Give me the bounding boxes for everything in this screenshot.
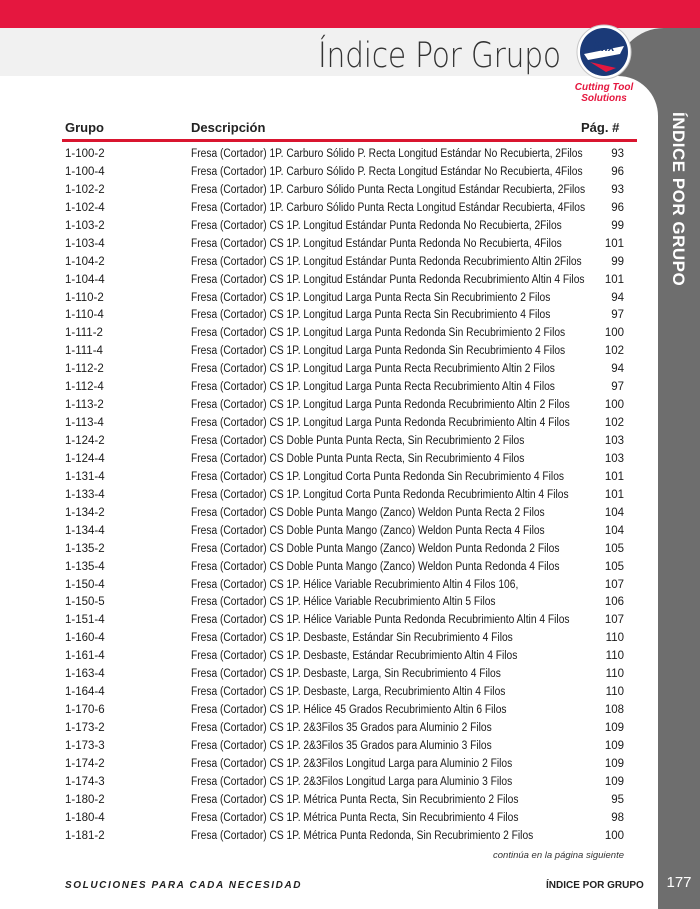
row-pagina: 110 (605, 686, 624, 699)
table-row (0, 307, 700, 325)
row-pagina: 110 (605, 632, 624, 645)
row-pagina: 109 (604, 757, 624, 770)
logo-text: fmx (593, 40, 615, 54)
row-grupo: 1-135-2 (65, 542, 105, 555)
row-descripcion: Fresa (Cortador) CS 1P. Longitud Larga Punta Recta Sin Recubrimiento 4 Filos (191, 309, 551, 322)
table-row (0, 290, 700, 308)
row-pagina: 100 (604, 399, 624, 412)
index-table (0, 146, 700, 846)
table-row (0, 325, 700, 343)
row-pagina: 110 (605, 650, 624, 663)
row-pagina: 106 (604, 596, 624, 609)
row-descripcion: Fresa (Cortador) CS Doble Punta Punta Recta, Sin Recubrimiento 2 Filos (191, 435, 525, 447)
row-descripcion: Fresa (Cortador) CS 1P. Hélice 45 Grados Recubrimiento Altin 6 Filos (191, 704, 507, 717)
row-descripcion: Fresa (Cortador) CS 1P. Longitud Corta Punta Redonda Sin Recubrimiento 4 Filos (191, 470, 565, 483)
side-label-text: ÍNDICE POR GRUPO (669, 112, 688, 287)
row-pagina: 102 (604, 345, 624, 358)
table-row (0, 559, 700, 577)
row-pagina: 107 (604, 614, 624, 627)
row-pagina: 96 (611, 201, 624, 214)
table-row (0, 684, 700, 702)
row-grupo: 1-104-2 (65, 255, 105, 268)
row-grupo: 1-102-4 (65, 201, 105, 214)
row-grupo: 1-112-2 (65, 363, 104, 376)
row-descripcion: Fresa (Cortador) CS 1P. Longitud Estándar Punta Redonda No Recubierta, 4Filos (191, 237, 562, 250)
footer-slogan: SOLUCIONES PARA CADA NECESIDAD (65, 880, 303, 891)
table-row (0, 415, 700, 433)
row-grupo: 1-150-4 (65, 578, 105, 591)
table-row (0, 272, 700, 290)
row-pagina: 103 (604, 435, 624, 447)
row-descripcion: Fresa (Cortador) CS 1P. Longitud Larga Punta Recta Recubrimiento Altin 2 Filos (191, 363, 555, 376)
row-pagina: 93 (611, 148, 624, 160)
table-row (0, 146, 700, 164)
row-grupo: 1-104-4 (65, 273, 105, 286)
row-pagina: 99 (611, 255, 624, 268)
table-row (0, 236, 700, 254)
row-descripcion: Fresa (Cortador) CS Doble Punta Punta Recta, Sin Recubrimiento 4 Filos (191, 452, 525, 465)
row-grupo: 1-111-2 (65, 327, 103, 340)
table-row (0, 164, 700, 182)
row-pagina: 102 (604, 417, 624, 430)
row-grupo: 1-160-4 (65, 632, 105, 645)
row-grupo: 1-111-4 (65, 345, 103, 358)
fmx-logo (576, 24, 632, 80)
row-pagina: 109 (604, 775, 624, 788)
row-grupo: 1-110-2 (65, 291, 104, 304)
table-row (0, 630, 700, 648)
table-row (0, 469, 700, 487)
tagline-line-1: Cutting Tool (574, 82, 634, 93)
row-pagina: 109 (604, 722, 624, 734)
row-pagina: 101 (604, 273, 624, 286)
row-descripcion: Fresa (Cortador) 1P. Carburo Sólido Punta Recta Longitud Estándar Recubierta, 4Filos (191, 201, 586, 214)
row-descripcion: Fresa (Cortador) CS 1P. Longitud Larga Punta Redonda Sin Recubrimiento 4 Filos (191, 345, 566, 358)
row-pagina: 108 (604, 704, 624, 717)
row-grupo: 1-110-4 (65, 309, 104, 322)
row-grupo: 1-180-4 (65, 811, 105, 824)
row-descripcion: Fresa (Cortador) CS 1P. Hélice Variable Recubrimiento Altin 4 Filos 106, (191, 578, 519, 591)
row-pagina: 110 (605, 668, 624, 681)
row-grupo: 1-113-2 (65, 399, 104, 412)
row-grupo: 1-173-3 (65, 739, 105, 752)
row-pagina: 99 (611, 219, 624, 232)
row-pagina: 95 (611, 793, 624, 806)
table-row (0, 720, 700, 738)
row-pagina: 98 (611, 811, 624, 824)
table-row (0, 774, 700, 792)
row-descripcion: Fresa (Cortador) CS 1P. Longitud Estándar Punta Redonda Recubrimiento Altin 2Filos (191, 255, 582, 268)
row-grupo: 1-180-2 (65, 793, 105, 806)
row-grupo: 1-131-4 (65, 470, 105, 483)
row-grupo: 1-150-5 (65, 596, 105, 609)
row-descripcion: Fresa (Cortador) CS 1P. Hélice Variable Recubrimiento Altin 5 Filos (191, 596, 496, 609)
row-grupo: 1-174-2 (65, 757, 105, 770)
row-pagina: 94 (611, 291, 624, 304)
row-grupo: 1-181-2 (65, 829, 105, 842)
row-descripcion: Fresa (Cortador) CS 1P. Longitud Larga Punta Redonda Recubrimiento Altin 2 Filos (191, 399, 570, 412)
row-descripcion: Fresa (Cortador) CS 1P. Desbaste, Estándar Sin Recubrimiento 4 Filos (191, 632, 513, 645)
table-row (0, 541, 700, 559)
table-row (0, 182, 700, 200)
row-descripcion: Fresa (Cortador) CS 1P. 2&3Filos Longitud Larga para Aluminio 3 Filos (191, 775, 513, 788)
row-grupo: 1-113-4 (65, 417, 104, 430)
row-grupo: 1-135-4 (65, 560, 105, 573)
table-row (0, 343, 700, 361)
row-descripcion: Fresa (Cortador) CS Doble Punta Mango (Zanco) Weldon Punta Redonda 4 Filos (191, 560, 560, 573)
table-row (0, 487, 700, 505)
table-row (0, 577, 700, 595)
row-descripcion: Fresa (Cortador) CS 1P. Métrica Punta Redonda, Sin Recubrimiento 2 Filos (191, 829, 534, 842)
row-pagina: 107 (604, 578, 624, 591)
row-descripcion: Fresa (Cortador) CS Doble Punta Mango (Zanco) Weldon Punta Redonda 2 Filos (191, 542, 560, 555)
brand-tagline (566, 82, 642, 104)
row-pagina: 94 (611, 363, 624, 376)
table-row (0, 756, 700, 774)
row-descripcion: Fresa (Cortador) CS 1P. Longitud Estándar Punta Redonda No Recubierta, 2Filos (191, 219, 562, 232)
row-pagina: 103 (604, 452, 624, 465)
row-pagina: 105 (604, 560, 624, 573)
table-row (0, 254, 700, 272)
continue-note: continúa en la página siguiente (493, 850, 624, 861)
table-row (0, 505, 700, 523)
row-grupo: 1-124-2 (65, 435, 105, 447)
row-descripcion: Fresa (Cortador) CS 1P. Longitud Larga Punta Recta Sin Recubrimiento 2 Filos (191, 291, 551, 304)
row-grupo: 1-173-2 (65, 722, 105, 734)
row-descripcion: Fresa (Cortador) CS 1P. 2&3Filos 35 Grados para Aluminio 3 Filos (191, 739, 492, 752)
page-number: 177 (666, 874, 692, 891)
header-divider (62, 139, 637, 142)
table-row (0, 594, 700, 612)
table-row (0, 666, 700, 684)
table-row (0, 451, 700, 469)
row-grupo: 1-163-4 (65, 668, 105, 681)
row-descripcion: Fresa (Cortador) CS Doble Punta Mango (Zanco) Weldon Punta Recta 2 Filos (191, 506, 545, 519)
row-grupo: 1-102-2 (65, 183, 105, 196)
row-grupo: 1-174-3 (65, 775, 105, 788)
row-descripcion: Fresa (Cortador) CS 1P. Longitud Estándar Punta Redonda Recubrimiento Altin 4 Filos (191, 273, 585, 286)
row-pagina: 101 (604, 488, 624, 501)
row-descripcion: Fresa (Cortador) 1P. Carburo Sólido P. Recta Longitud Estándar No Recubierta, 4Filos (191, 165, 583, 178)
row-grupo: 1-133-4 (65, 488, 105, 501)
row-pagina: 104 (604, 506, 624, 519)
table-row (0, 612, 700, 630)
row-grupo: 1-100-2 (65, 148, 105, 160)
row-pagina: 100 (604, 829, 624, 842)
table-row (0, 648, 700, 666)
footer-section: ÍNDICE POR GRUPO (546, 880, 644, 891)
row-descripcion: Fresa (Cortador) 1P. Carburo Sólido Punta Recta Longitud Estándar Recubierta, 2Filos (191, 183, 586, 196)
table-row (0, 361, 700, 379)
row-grupo: 1-124-4 (65, 452, 105, 465)
row-grupo: 1-103-2 (65, 219, 105, 232)
row-descripcion: Fresa (Cortador) CS 1P. Longitud Larga Punta Recta Recubrimiento Altin 4 Filos (191, 381, 555, 394)
row-grupo: 1-161-4 (65, 650, 105, 663)
row-grupo: 1-170-6 (65, 704, 105, 717)
row-grupo: 1-103-4 (65, 237, 105, 250)
row-descripcion: Fresa (Cortador) CS 1P. 2&3Filos 35 Grados para Aluminio 2 Filos (191, 722, 492, 734)
table-row (0, 792, 700, 810)
table-row (0, 200, 700, 218)
row-pagina: 109 (604, 739, 624, 752)
row-pagina: 100 (604, 327, 624, 340)
table-row (0, 702, 700, 720)
row-descripcion: Fresa (Cortador) 1P. Carburo Sólido P. Recta Longitud Estándar No Recubierta, 2Filos (191, 148, 583, 160)
row-descripcion: Fresa (Cortador) CS Doble Punta Mango (Zanco) Weldon Punta Recta 4 Filos (191, 524, 545, 537)
tagline-line-2: Solutions (581, 93, 627, 104)
table-row (0, 810, 700, 828)
row-descripcion: Fresa (Cortador) CS 1P. Longitud Larga Punta Redonda Recubrimiento Altin 4 Filos (191, 417, 570, 430)
row-grupo: 1-134-4 (65, 524, 105, 537)
row-pagina: 101 (604, 470, 624, 483)
row-grupo: 1-151-4 (65, 614, 105, 627)
row-descripcion: Fresa (Cortador) CS 1P. Hélice Variable Punta Redonda Recubrimiento Altin 4 Filos (191, 614, 570, 627)
table-row (0, 218, 700, 236)
table-row (0, 523, 700, 541)
page-title: Índice Por Grupo (318, 36, 561, 76)
table-row (0, 828, 700, 846)
row-pagina: 96 (611, 165, 624, 178)
row-descripcion: Fresa (Cortador) CS 1P. 2&3Filos Longitud Larga para Aluminio 2 Filos (191, 757, 513, 770)
row-descripcion: Fresa (Cortador) CS 1P. Longitud Corta Punta Redonda Recubrimiento Altin 4 Filos (191, 488, 569, 501)
row-pagina: 104 (604, 524, 624, 537)
row-grupo: 1-112-4 (65, 381, 104, 394)
row-descripcion: Fresa (Cortador) CS 1P. Longitud Larga Punta Redonda Sin Recubrimiento 2 Filos (191, 327, 566, 340)
row-descripcion: Fresa (Cortador) CS 1P. Desbaste, Larga, Sin Recubrimiento 4 Filos (191, 668, 501, 681)
row-pagina: 93 (611, 183, 624, 196)
row-grupo: 1-134-2 (65, 506, 105, 519)
table-row (0, 433, 700, 451)
row-descripcion: Fresa (Cortador) CS 1P. Desbaste, Larga, Recubrimiento Altin 4 Filos (191, 686, 506, 699)
row-descripcion: Fresa (Cortador) CS 1P. Desbaste, Estándar Recubrimiento Altin 4 Filos (191, 650, 518, 663)
column-header-descripcion: Descripción (191, 120, 266, 135)
row-pagina: 101 (604, 237, 624, 250)
row-grupo: 1-164-4 (65, 686, 105, 699)
column-header-grupo: Grupo (65, 120, 104, 135)
table-row (0, 379, 700, 397)
row-grupo: 1-100-4 (65, 165, 105, 178)
row-pagina: 97 (611, 309, 624, 322)
row-pagina: 105 (604, 542, 624, 555)
row-descripcion: Fresa (Cortador) CS 1P. Métrica Punta Recta, Sin Recubrimiento 2 Filos (191, 793, 519, 806)
column-header-pagina: Pág. # (581, 120, 620, 135)
table-row (0, 397, 700, 415)
row-descripcion: Fresa (Cortador) CS 1P. Métrica Punta Recta, Sin Recubrimiento 4 Filos (191, 811, 519, 824)
row-pagina: 97 (611, 381, 624, 394)
table-row (0, 738, 700, 756)
